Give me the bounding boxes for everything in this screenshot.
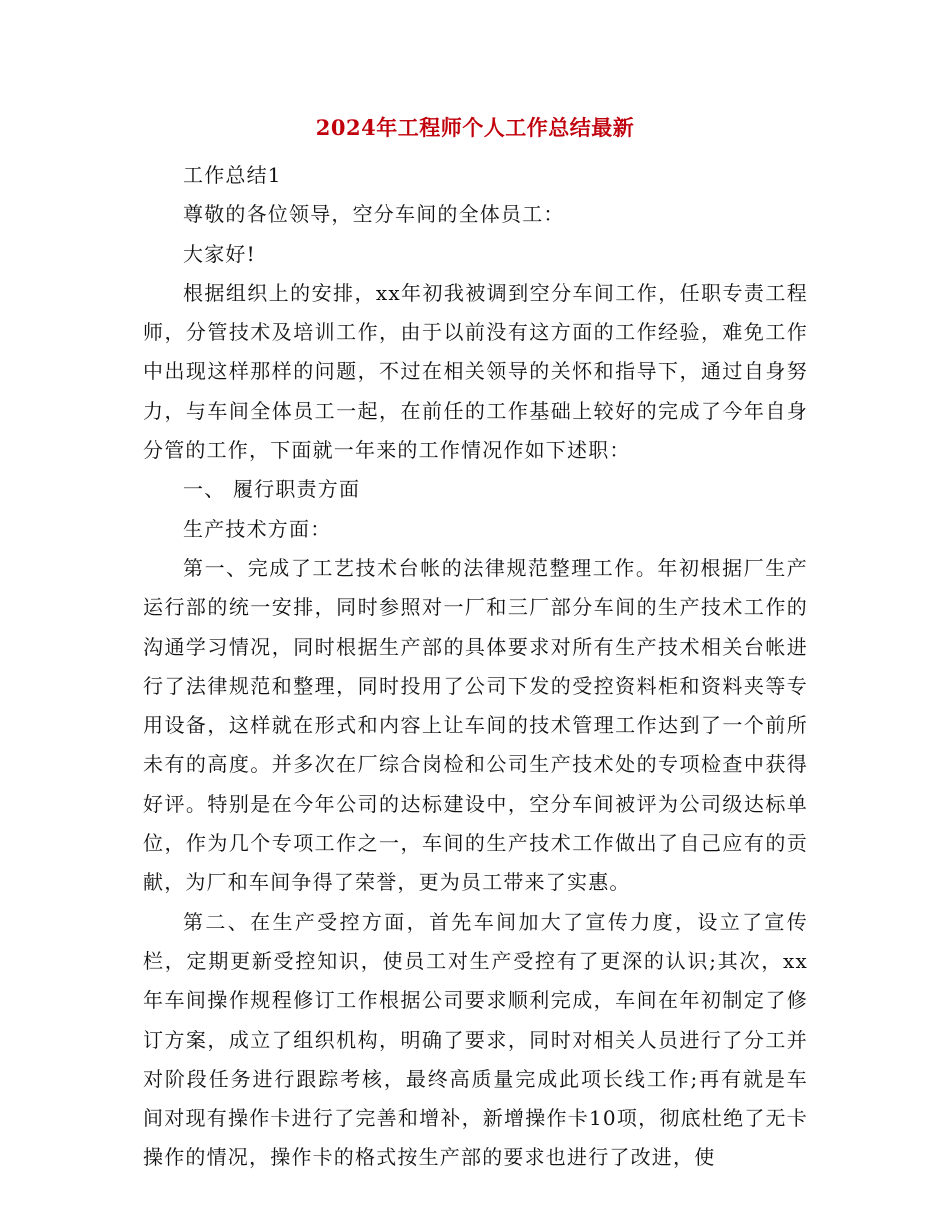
document-title: 2024年工程师个人工作总结最新 <box>315 115 635 140</box>
document-body <box>143 156 808 1178</box>
paragraph-greeting: 大家好! <box>183 241 256 266</box>
paragraph-intro: 根据组织上的安排，xx年初我被调到空分车间工作，任职专责工程师，分管技术及培训工作，由于以前没有这方面的工作经验，难免工作中出现这样那样的问题，不过在相关领导的关怀和指导下，通过自身努力，与车间全体员工一起，在前任的工作基础上较好的完成了今年自身分管的工作，下面就一年来的工作情况作如下述职： <box>143 280 808 463</box>
paragraph-salutation: 尊敬的各位领导，空分车间的全体员工： <box>183 202 565 227</box>
paragraph-item-first: 第一、完成了工艺技术台帐的法律规范整理工作。年初根据厂生产运行部的统一安排，同时参照对一厂和三厂部分车间的生产技术工作的沟通学习情况，同时根据生产部的具体要求对所有生产技术相关台帐进行了法律规范和整理，同时投用了公司下发的受控资料柜和资料夹等专用设备，这样就在形式和内容上让车间的技术管理工作达到了一个前所未有的高度。并多次在厂综合岗检和公司生产技术处的专项检查中获得好评。特别是在今年公司的达标建设中，空分车间被评为公司级达标单位，作为几个专项工作之一，车间的生产技术工作做出了自己应有的贡献，为厂和车间争得了荣誉，更为员工带来了实惠。 <box>143 555 808 895</box>
section-heading-duties: 一、 履行职责方面 <box>183 477 361 502</box>
paragraph-heading-summary-1: 工作总结1 <box>183 163 282 187</box>
subsection-heading-production-tech: 生产技术方面： <box>183 516 332 541</box>
paragraph-item-second: 第二、在生产受控方面，首先车间加大了宣传力度，设立了宣传栏，定期更新受控知识，使员工对生产受控有了更深的认识;其次，xx年车间操作规程修订工作根据公司要求顺利完成，车间在年初制定了修订方案，成立了组织机构，明确了要求，同时对相关人员进行了分工并对阶段任务进行跟踪考核，最终高质量完成此项长线工作;再有就是车间对现有操作卡进行了完善和增补，新增操作卡10项，彻底杜绝了无卡操作的情况，操作卡的格式按生产部的要求也进行了改进，使 <box>143 909 808 1170</box>
